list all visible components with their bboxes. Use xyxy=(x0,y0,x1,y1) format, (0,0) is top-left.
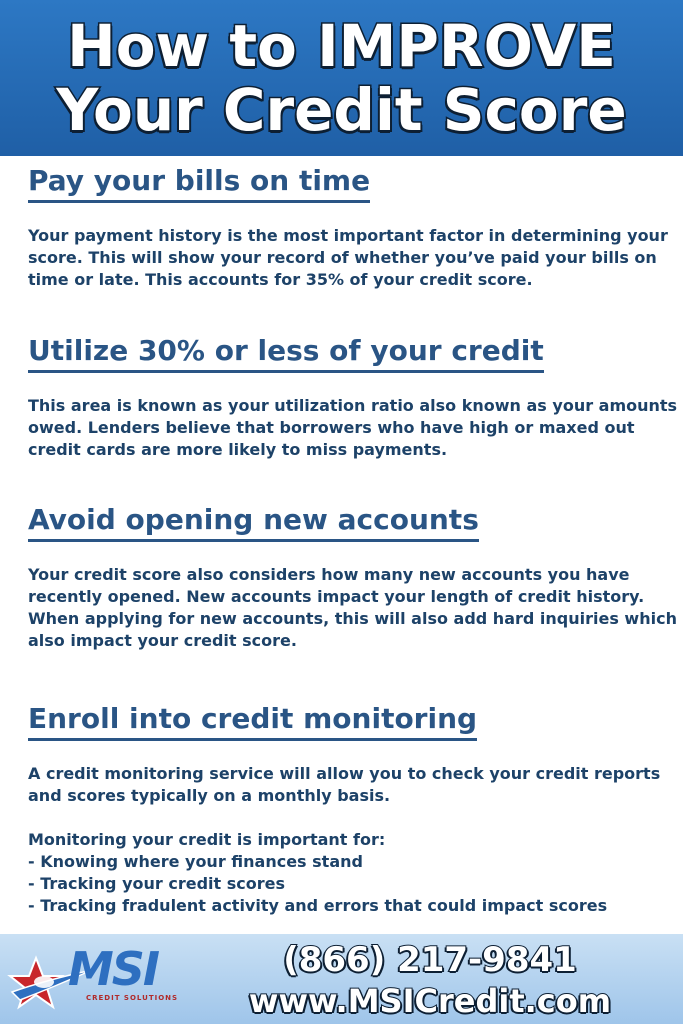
website-link[interactable]: www.MSICredit.com xyxy=(248,982,612,1020)
section-avoid-new-accounts xyxy=(28,503,677,652)
section-heading: Utilize 30% or less of your credit xyxy=(28,334,544,373)
list-item: - Tracking fradulent activity and errors that could impact scores xyxy=(28,896,608,915)
section-body xyxy=(28,763,678,917)
section-paragraph: Your payment history is the most important factor in determining your score. This will show your record of whether you’ve paid your bills on time or late. This accounts for 35% of your credit score. xyxy=(28,226,668,289)
phone-number[interactable]: (866) 217-9841 xyxy=(283,940,577,980)
section-credit-monitoring xyxy=(28,702,668,917)
section-utilize-credit xyxy=(28,334,678,461)
section-body xyxy=(28,225,678,291)
list-item: - Knowing where your finances stand xyxy=(28,852,363,871)
section-heading: Avoid opening new accounts xyxy=(28,503,479,542)
section-body xyxy=(28,395,678,461)
title-line-1: How to IMPROVE xyxy=(67,12,616,80)
section-heading: Enroll into credit monitoring xyxy=(28,702,477,741)
list-intro: Monitoring your credit is important for: xyxy=(28,830,386,849)
section-pay-bills xyxy=(28,164,668,291)
title-banner xyxy=(0,0,683,156)
title-line-2: Your Credit Score xyxy=(56,76,627,144)
section-body xyxy=(28,564,678,652)
footer-banner xyxy=(0,934,683,1024)
list-item: - Tracking your credit scores xyxy=(28,874,285,893)
section-paragraph: This area is known as your utilization ratio also known as your amounts owed. Lenders believe that borrowers who have high or maxed out credit cards are more likely to miss payments. xyxy=(28,396,678,459)
section-paragraph: Your credit score also considers how many new accounts you have recently opened. New accounts impact your length of credit history. When applying for new accounts, this will also add hard inquiries which also impact your credit score. xyxy=(28,565,677,650)
logo-wordmark: MSI xyxy=(68,942,159,996)
section-heading: Pay your bills on time xyxy=(28,164,370,203)
section-paragraph: A credit monitoring service will allow you to check your credit reports and scores typically on a monthly basis. xyxy=(28,764,661,805)
msi-logo xyxy=(6,940,179,1022)
logo-subtext: CREDIT SOLUTIONS xyxy=(86,994,179,1002)
